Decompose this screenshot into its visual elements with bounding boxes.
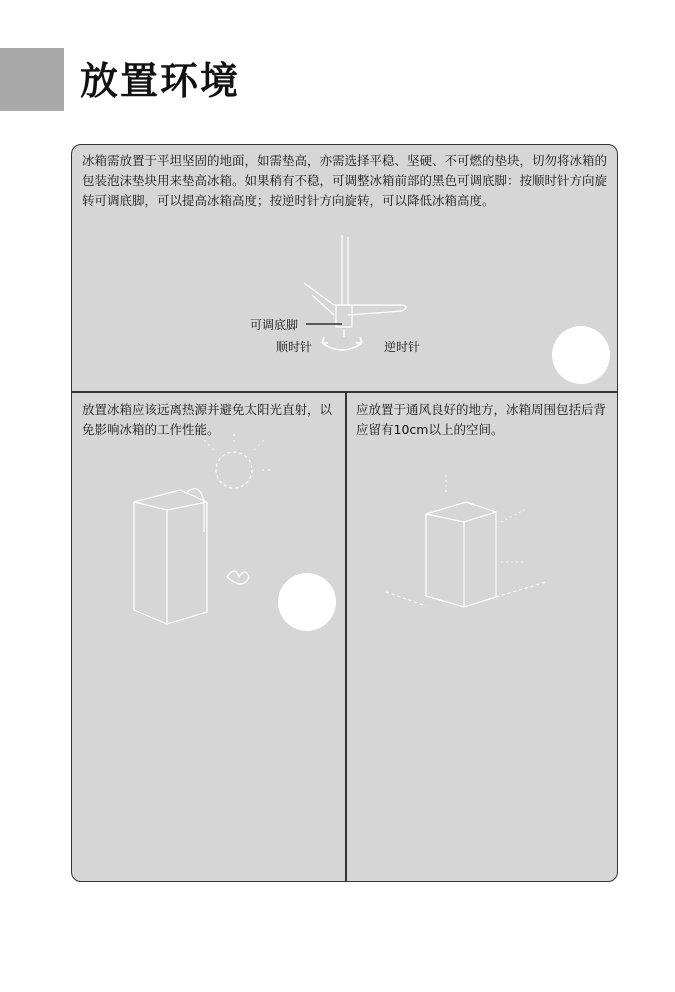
ventilation-illustration — [346, 392, 618, 635]
adjustable-foot-illustration — [72, 145, 618, 391]
corner-block — [0, 48, 64, 111]
page-title: 放置环境 — [80, 59, 241, 103]
foot-label: 可调底脚 — [250, 318, 299, 332]
section-leveling-text: 冰箱需放置于平坦坚固的地面，如需垫高，亦需选择平稳、坚硬、不可燃的垫块，切勿将冰箱的包装泡沫垫块用来垫高冰箱。如果稍有不稳，可调整冰箱前部的黑色可调底脚：按顺时针方向旋转可调底脚，可以提高冰箱高度；按逆时针方向旋转，可以降低冰箱高度。 — [82, 153, 608, 208]
rotate-arrow-icon — [322, 337, 362, 350]
badge-circle — [552, 326, 610, 384]
clockwise-label: 顺时针 — [276, 340, 313, 354]
section-heat — [72, 392, 345, 635]
section-leveling — [72, 145, 618, 391]
counterclockwise-label: 逆时针 — [384, 340, 421, 354]
section-ventilation-text: 应放置于通风良好的地方，冰箱周围包括后背应留有10cm以上的空间。 — [356, 402, 607, 437]
section-heat-text: 放置冰箱应该远离热源并避免太阳光直射，以免影响冰箱的工作性能。 — [82, 402, 333, 437]
section-ventilation — [346, 392, 618, 635]
content-frame — [71, 144, 618, 882]
badge-circle — [278, 573, 336, 631]
